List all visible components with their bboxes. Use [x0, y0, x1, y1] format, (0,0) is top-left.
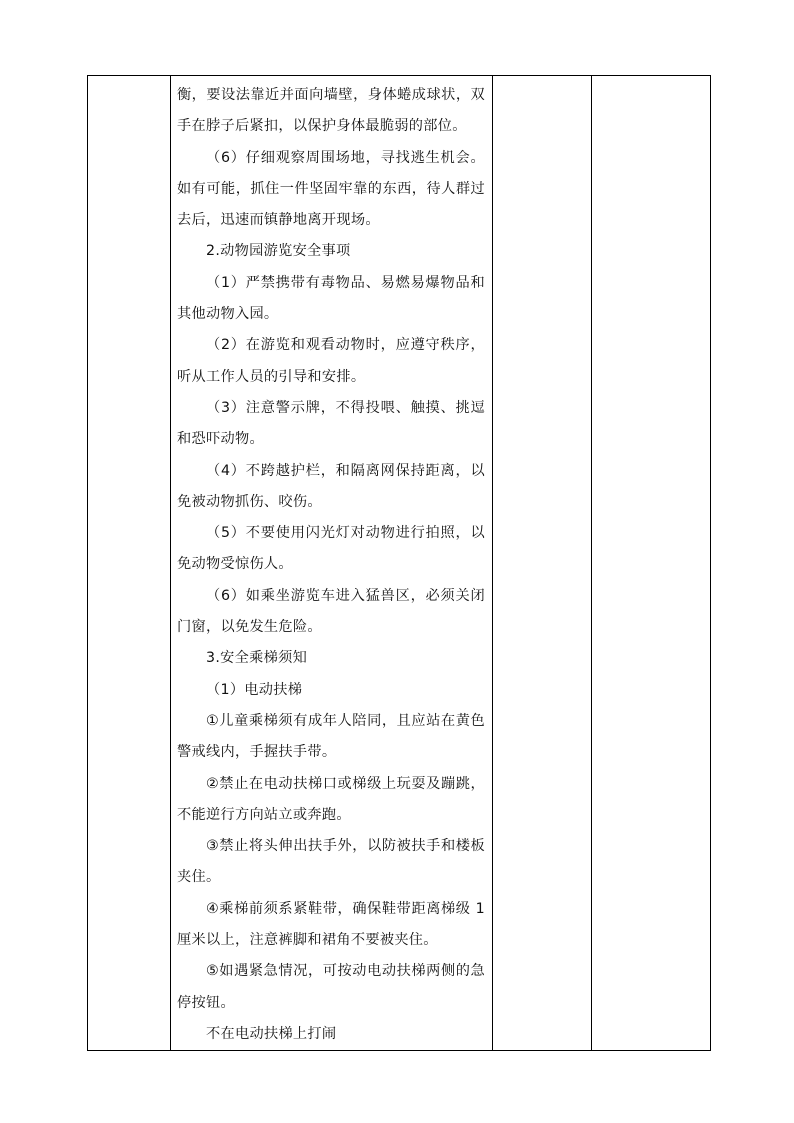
- paragraph-zoo-rule-4: （4）不跨越护栏，和隔离网保持距离，以免被动物抓伤、咬伤。: [177, 462, 485, 510]
- paragraph-zoo-rule-5: （5）不要使用闪光灯对动物进行拍照，以免动物受惊伤人。: [177, 525, 485, 573]
- lesson-plan-table: [87, 75, 711, 1051]
- blank-cell-3: [493, 76, 592, 1051]
- paragraph-escalator-rule-3: ③禁止将头伸出扶手外，以防被扶手和楼板夹住。: [177, 838, 485, 886]
- left-blank-cell: [88, 76, 171, 1051]
- paragraph-escalator-rule-1: ①儿童乘梯须有成年人陪同，且应站在黄色警戒线内，手握扶手带。: [177, 712, 485, 761]
- table-row: [88, 76, 711, 1051]
- subheading-escalator: （1）电动扶梯: [206, 681, 303, 698]
- paragraph-no-playing: 不在电动扶梯上打闹: [206, 1025, 337, 1042]
- paragraph-zoo-rule-2: （2）在游览和观看动物时，应遵守秩序，听从工作人员的引导和安排。: [177, 337, 485, 385]
- paragraph-escalator-rule-4: ④乘梯前须系紧鞋带，确保鞋带距离梯级 1 厘米以上，注意裤脚和裙角不要被夹住。: [177, 900, 485, 949]
- content-cell: [171, 76, 493, 1051]
- content-body: [171, 76, 492, 1050]
- paragraph-zoo-rule-6: （6）如乘坐游览车进入猛兽区，必须关闭门窗，以免发生危险。: [177, 587, 485, 636]
- heading-zoo-safety: 2.动物园游览安全事项: [206, 243, 351, 260]
- paragraph-zoo-rule-1: （1）严禁携带有毒物品、易燃易爆物品和其他动物入园。: [177, 274, 485, 323]
- paragraph-escalator-rule-2: ②禁止在电动扶梯口或梯级上玩耍及蹦跳，不能逆行方向站立或奔跑。: [177, 775, 485, 823]
- paragraph-escalator-rule-5: ⑤如遇紧急情况，可按动电动扶梯两侧的急停按钮。: [177, 963, 485, 1011]
- paragraph-escape-observation: （6）仔细观察周围场地，寻找逃生机会。如有可能，抓住一件坚固牢靠的东西，待人群过去后，迅速而镇静地离开现场。: [177, 149, 485, 229]
- heading-elevator-safety: 3.安全乘梯须知: [206, 650, 308, 667]
- paragraph-zoo-rule-3: （3）注意警示牌，不得投喂、触摸、挑逗和恐吓动物。: [177, 399, 485, 448]
- paragraph-body-protection: 衡，要设法靠近并面向墙壁，身体蜷成球状，双手在脖子后紧扣，以保护身体最脆弱的部位。: [177, 87, 485, 135]
- blank-cell-4: [592, 76, 711, 1051]
